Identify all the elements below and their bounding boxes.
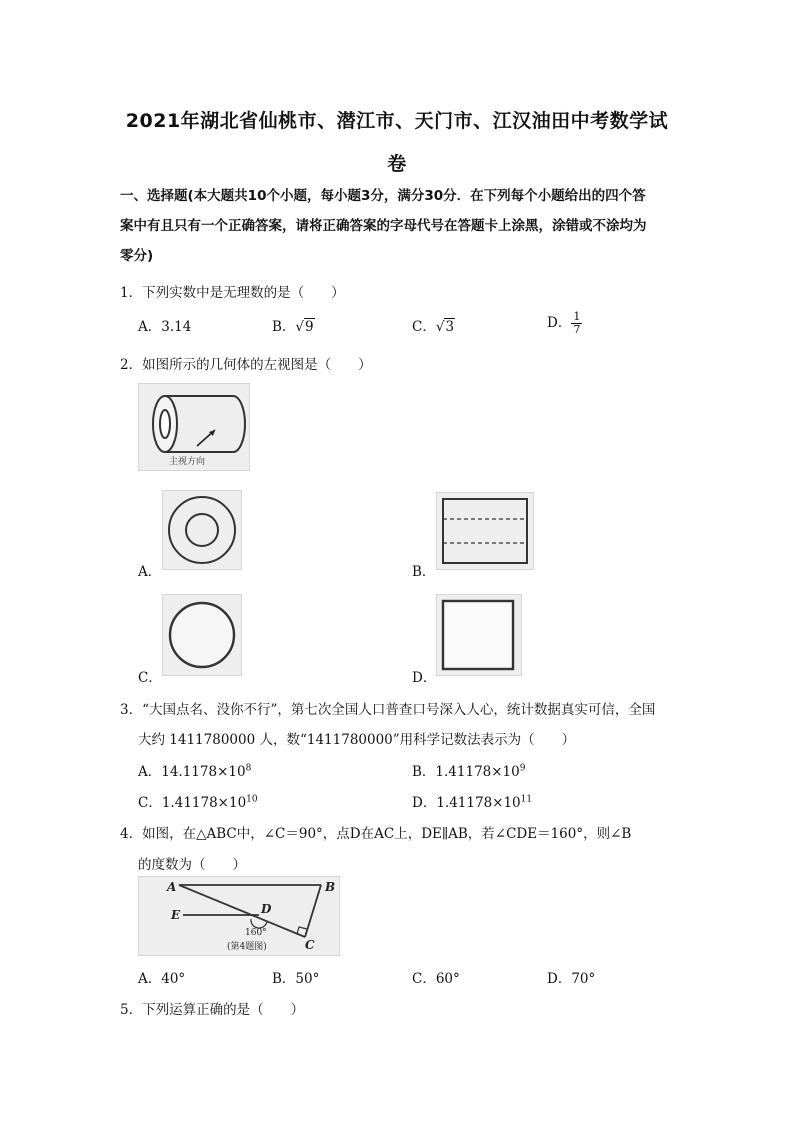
q4-label-c: C (305, 938, 315, 952)
q1-option-b (272, 315, 315, 335)
q4-option-a: A．40° (138, 971, 186, 987)
q1-b-radicand: 9 (305, 319, 314, 335)
section-heading-line-3: 零分) (120, 248, 154, 264)
q3-b-base: 1.41178×10 (435, 764, 520, 780)
q3-option-b (412, 760, 525, 780)
q2-stem: 2．如图所示的几何体的左视图是（ ） (120, 357, 372, 373)
q3-stem-line-2: 大约 1411780000 人，数“1411780000”用科学记数法表示为（ ） (138, 732, 576, 748)
q3-c-exponent: 10 (246, 794, 258, 805)
q2-solid-figure (138, 383, 250, 471)
q3-option-d (412, 791, 532, 811)
q3-option-a (138, 760, 251, 780)
q5-stem: 5．下列运算正确的是（ ） (120, 1002, 305, 1018)
q1-option-d (547, 311, 582, 336)
q4-stem-line-1: 4．如图，在△ABC中，∠C＝90°，点D在AC上，DE∥AB，若∠CDE＝160°，则∠B (120, 826, 632, 842)
q1-b-label: B． (272, 319, 296, 335)
q3-b-label: B． (412, 764, 436, 780)
q4-figure-caption: (第4题图) (227, 942, 267, 952)
q1-a-label: A． (138, 319, 162, 335)
section-heading-line-1: 一、选择题(本大题共10个小题，每小题3分，满分30分．在下列每个小题给出的四个答 (120, 188, 646, 204)
sqrt-9: √9 (295, 319, 314, 335)
fraction-1-7 (571, 311, 582, 336)
square-outline-icon (437, 595, 521, 675)
q3-a-exponent: 8 (245, 763, 252, 774)
q1-option-a (138, 315, 191, 335)
q1-d-label: D． (547, 315, 572, 331)
q1-c-label: C． (412, 319, 436, 335)
q4-label-b: B (325, 880, 336, 894)
q4-label-a: A (167, 880, 177, 894)
q4-triangle-figure (138, 876, 340, 956)
q3-a-base: 14.1178×10 (161, 764, 246, 780)
q2-b-label: B． (412, 564, 436, 580)
q3-stem-line-1: 3．“大国点名、没你不行”，第七次全国人口普查口号深入人心，统计数据真实可信，全国 (120, 702, 656, 718)
q2-option-c-figure (162, 594, 242, 676)
q3-c-base: 1.41178×10 (161, 795, 247, 811)
page-title-line-2: 卷 (387, 153, 407, 175)
q4-option-b: B．50° (272, 971, 320, 987)
q2-d-label: D． (412, 670, 437, 686)
q2-figure-caption: 主视方向 (169, 457, 206, 467)
q4-angle-label: 160° (245, 928, 267, 938)
q4-option-c: C．60° (412, 971, 460, 987)
q1-a-value: 3.14 (161, 319, 192, 335)
triangle-abc-drawing (139, 877, 339, 955)
q2-option-a-figure (162, 490, 242, 570)
q3-d-label: D． (412, 795, 437, 811)
section-heading-line-2: 案中有且只有一个正确答案，请将正确答案的字母代号在答题卡上涂黑，涂错或不涂均为 (120, 218, 647, 234)
q1-c-radicand: 3 (445, 319, 455, 335)
q3-b-exponent: 9 (519, 763, 526, 774)
q1-option-c (412, 315, 455, 335)
section-heading (120, 181, 680, 271)
q1-d-numerator: 1 (573, 310, 581, 323)
q3-c-label: C． (138, 795, 162, 811)
q2-a-label: A． (138, 564, 162, 580)
q2-option-d-figure (436, 594, 522, 676)
q4-option-d: D．70° (547, 971, 596, 987)
q3-d-exponent: 11 (520, 794, 533, 805)
q2-option-b-figure (436, 492, 534, 570)
concentric-circles-icon (163, 491, 241, 569)
single-circle-icon (163, 595, 241, 675)
q4-label-d: D (261, 902, 272, 916)
q2-c-label: C． (138, 670, 162, 686)
sqrt-3: √3 (435, 319, 455, 335)
q3-option-c (138, 791, 258, 811)
q3-a-label: A． (138, 764, 162, 780)
page-title-line-1: 2021年湖北省仙桃市、潜江市、天门市、江汉油田中考数学试 (125, 110, 669, 132)
q3-d-base: 1.41178×10 (436, 795, 521, 811)
q1-d-denominator: 7 (573, 323, 581, 336)
rectangle-dashed-lines-icon (437, 493, 533, 569)
q4-label-e: E (171, 908, 181, 922)
q4-stem-line-2: 的度数为（ ） (138, 857, 246, 873)
q1-stem: 1．下列实数中是无理数的是（ ） (120, 285, 345, 301)
